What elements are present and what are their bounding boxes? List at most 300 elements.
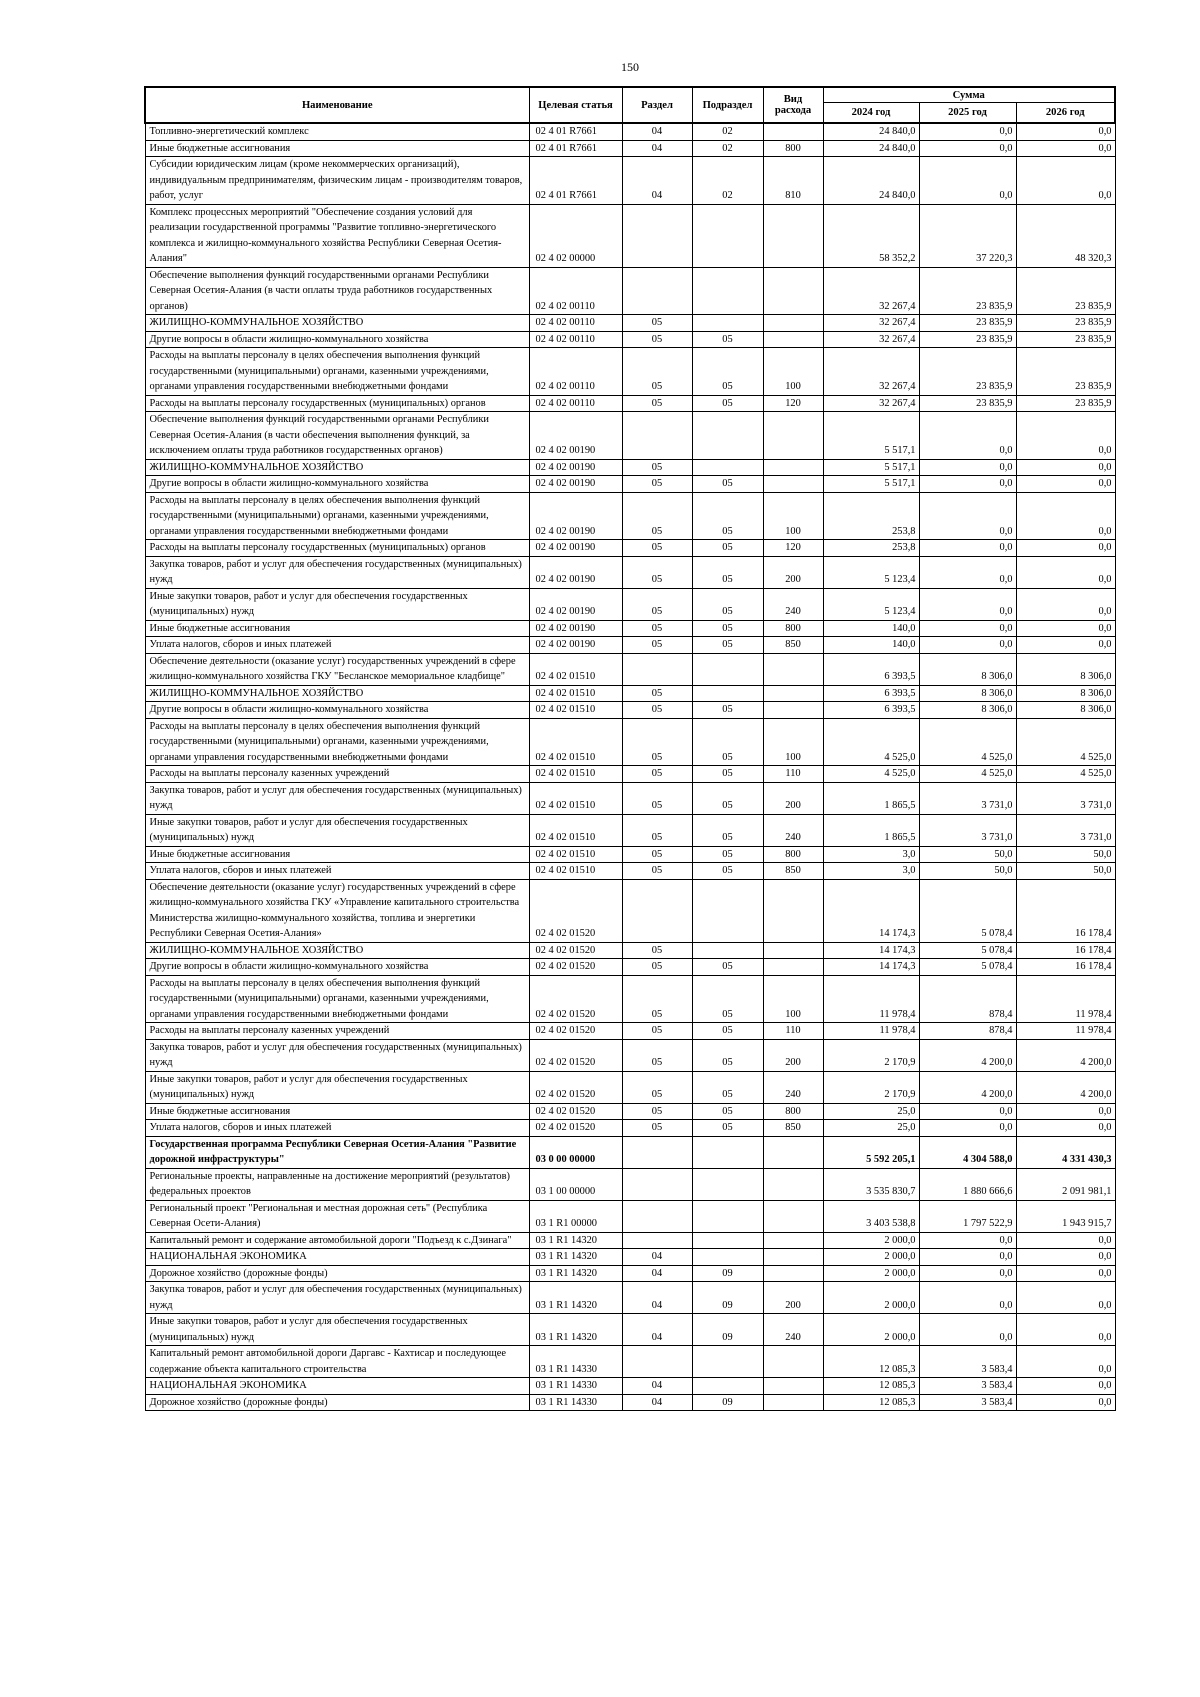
table-row (145, 348, 1115, 396)
row-amount-2024-cell: 24 840,0 (823, 140, 919, 157)
row-expense-type-cell: 800 (763, 620, 823, 637)
row-subsection-cell: 05 (692, 476, 763, 493)
table-row (145, 395, 1115, 412)
row-amount-2025-cell: 5 078,4 (919, 879, 1016, 942)
row-expense-type-cell (763, 685, 823, 702)
row-section-cell: 05 (622, 1071, 692, 1103)
row-section-cell: 05 (622, 959, 692, 976)
row-amount-2024-cell: 3 403 538,8 (823, 1200, 919, 1232)
table-row (145, 1282, 1115, 1314)
row-amount-2026-cell: 23 835,9 (1016, 395, 1115, 412)
row-amount-2024-cell: 6 393,5 (823, 702, 919, 719)
row-subsection-cell: 02 (692, 157, 763, 205)
row-expense-type-cell: 800 (763, 846, 823, 863)
row-expense-type-cell (763, 1394, 823, 1411)
row-amount-2025-cell: 0,0 (919, 492, 1016, 540)
row-amount-2024-cell: 6 393,5 (823, 653, 919, 685)
row-name-cell: Иные закупки товаров, работ и услуг для обеспечения государственных (муниципальных) нужд (145, 1071, 529, 1103)
row-subsection-cell: 05 (692, 959, 763, 976)
row-section-cell: 04 (622, 1282, 692, 1314)
row-target-cell: 02 4 02 01520 (529, 879, 622, 942)
row-target-cell: 03 1 00 00000 (529, 1168, 622, 1200)
row-amount-2026-cell: 0,0 (1016, 1120, 1115, 1137)
row-name-cell: Расходы на выплаты персоналу в целях обеспечения выполнения функций государственными (муниципальными) органами, казенными учреждениями, органами управления государственными внебюджетными фондами (145, 718, 529, 766)
row-section-cell: 05 (622, 315, 692, 332)
row-subsection-cell: 05 (692, 492, 763, 540)
row-section-cell: 05 (622, 863, 692, 880)
row-subsection-cell: 05 (692, 1023, 763, 1040)
row-subsection-cell: 09 (692, 1282, 763, 1314)
row-target-cell: 02 4 02 01510 (529, 718, 622, 766)
table-row (145, 1249, 1115, 1266)
row-section-cell: 04 (622, 1394, 692, 1411)
header-year-2026: 2026 год (1016, 103, 1115, 124)
row-amount-2024-cell: 32 267,4 (823, 267, 919, 315)
row-section-cell: 05 (622, 1103, 692, 1120)
row-expense-type-cell (763, 267, 823, 315)
row-subsection-cell: 05 (692, 1120, 763, 1137)
table-row (145, 1378, 1115, 1395)
row-subsection-cell (692, 879, 763, 942)
row-target-cell: 02 4 02 00110 (529, 331, 622, 348)
row-subsection-cell: 05 (692, 348, 763, 396)
row-expense-type-cell (763, 476, 823, 493)
row-section-cell: 04 (622, 140, 692, 157)
row-name-cell: Закупка товаров, работ и услуг для обеспечения государственных (муниципальных) нужд (145, 1282, 529, 1314)
table-row (145, 942, 1115, 959)
row-amount-2025-cell: 23 835,9 (919, 348, 1016, 396)
row-section-cell (622, 204, 692, 267)
row-name-cell: Иные бюджетные ассигнования (145, 140, 529, 157)
table-row (145, 814, 1115, 846)
row-target-cell: 02 4 02 01510 (529, 685, 622, 702)
row-name-cell: Закупка товаров, работ и услуг для обеспечения государственных (муниципальных) нужд (145, 782, 529, 814)
table-row (145, 1232, 1115, 1249)
row-amount-2026-cell: 0,0 (1016, 1394, 1115, 1411)
row-name-cell: Региональный проект "Региональная и местная дорожная сеть" (Республика Северная Осети-Алания) (145, 1200, 529, 1232)
row-name-cell: Расходы на выплаты персоналу в целях обеспечения выполнения функций государственными (муниципальными) органами, казенными учреждениями, органами управления государственными внебюджетными фондами (145, 975, 529, 1023)
row-target-cell: 03 1 R1 14330 (529, 1346, 622, 1378)
row-amount-2026-cell: 0,0 (1016, 1249, 1115, 1266)
table-row (145, 459, 1115, 476)
row-name-cell: Расходы на выплаты персоналу казенных учреждений (145, 766, 529, 783)
row-amount-2026-cell: 50,0 (1016, 846, 1115, 863)
row-name-cell: Закупка товаров, работ и услуг для обеспечения государственных (муниципальных) нужд (145, 556, 529, 588)
row-subsection-cell (692, 1378, 763, 1395)
row-amount-2025-cell: 0,0 (919, 1249, 1016, 1266)
table-row (145, 1103, 1115, 1120)
row-target-cell: 02 4 02 00190 (529, 412, 622, 460)
row-name-cell: Субсидии юридическим лицам (кроме некоммерческих организаций), индивидуальным предпринимателям, физическим лицам - производителям товаров, работ, услуг (145, 157, 529, 205)
row-name-cell: Иные бюджетные ассигнования (145, 1103, 529, 1120)
row-name-cell: ЖИЛИЩНО-КОММУНАЛЬНОЕ ХОЗЯЙСТВО (145, 315, 529, 332)
row-amount-2025-cell: 1 880 666,6 (919, 1168, 1016, 1200)
header-section: Раздел (622, 87, 692, 123)
row-expense-type-cell (763, 412, 823, 460)
row-amount-2025-cell: 0,0 (919, 1282, 1016, 1314)
table-row (145, 492, 1115, 540)
row-target-cell: 03 1 R1 14320 (529, 1314, 622, 1346)
row-amount-2024-cell: 25,0 (823, 1120, 919, 1137)
row-expense-type-cell: 110 (763, 766, 823, 783)
row-expense-type-cell: 240 (763, 1314, 823, 1346)
row-amount-2024-cell: 2 000,0 (823, 1314, 919, 1346)
row-name-cell: Государственная программа Республики Северная Осетия-Алания "Развитие дорожной инфраструктуры" (145, 1136, 529, 1168)
header-sum: Сумма (823, 87, 1115, 103)
table-row (145, 863, 1115, 880)
row-target-cell: 02 4 02 01510 (529, 766, 622, 783)
row-target-cell: 02 4 02 01520 (529, 1023, 622, 1040)
row-subsection-cell: 05 (692, 718, 763, 766)
row-subsection-cell: 05 (692, 331, 763, 348)
row-expense-type-cell (763, 123, 823, 140)
row-amount-2024-cell: 253,8 (823, 540, 919, 557)
row-section-cell: 04 (622, 1378, 692, 1395)
row-subsection-cell: 09 (692, 1314, 763, 1346)
table-row (145, 879, 1115, 942)
row-expense-type-cell: 240 (763, 588, 823, 620)
row-amount-2024-cell: 32 267,4 (823, 395, 919, 412)
row-section-cell: 04 (622, 1314, 692, 1346)
row-amount-2024-cell: 12 085,3 (823, 1394, 919, 1411)
row-target-cell: 02 4 02 01520 (529, 1120, 622, 1137)
row-amount-2025-cell: 5 078,4 (919, 942, 1016, 959)
row-expense-type-cell: 850 (763, 1120, 823, 1137)
row-subsection-cell: 02 (692, 140, 763, 157)
row-amount-2025-cell: 8 306,0 (919, 685, 1016, 702)
row-expense-type-cell (763, 959, 823, 976)
table-row (145, 331, 1115, 348)
row-target-cell: 02 4 02 01510 (529, 702, 622, 719)
row-amount-2026-cell: 0,0 (1016, 459, 1115, 476)
table-row (145, 412, 1115, 460)
row-section-cell: 04 (622, 123, 692, 140)
row-amount-2024-cell: 5 123,4 (823, 588, 919, 620)
row-name-cell: ЖИЛИЩНО-КОММУНАЛЬНОЕ ХОЗЯЙСТВО (145, 942, 529, 959)
row-subsection-cell (692, 459, 763, 476)
row-target-cell: 02 4 02 00190 (529, 540, 622, 557)
row-subsection-cell (692, 204, 763, 267)
row-target-cell: 02 4 02 00190 (529, 476, 622, 493)
row-target-cell: 02 4 02 00190 (529, 492, 622, 540)
row-amount-2025-cell: 50,0 (919, 846, 1016, 863)
row-target-cell: 02 4 02 00000 (529, 204, 622, 267)
table-row (145, 140, 1115, 157)
row-target-cell: 02 4 01 R7661 (529, 140, 622, 157)
row-amount-2026-cell: 11 978,4 (1016, 975, 1115, 1023)
row-amount-2024-cell: 3,0 (823, 846, 919, 863)
row-name-cell: Расходы на выплаты персоналу государственных (муниципальных) органов (145, 540, 529, 557)
row-amount-2026-cell: 0,0 (1016, 1265, 1115, 1282)
header-year-2024: 2024 год (823, 103, 919, 124)
row-name-cell: Расходы на выплаты персоналу в целях обеспечения выполнения функций государственными (муниципальными) органами, казенными учреждениями, органами управления государственными внебюджетными фондами (145, 492, 529, 540)
row-amount-2026-cell: 16 178,4 (1016, 942, 1115, 959)
row-section-cell (622, 879, 692, 942)
row-amount-2026-cell: 23 835,9 (1016, 348, 1115, 396)
row-section-cell: 05 (622, 782, 692, 814)
row-amount-2024-cell: 1 865,5 (823, 814, 919, 846)
row-amount-2025-cell: 23 835,9 (919, 331, 1016, 348)
table-row (145, 1200, 1115, 1232)
row-amount-2024-cell: 140,0 (823, 637, 919, 654)
page-number: 150 (621, 60, 639, 74)
row-amount-2024-cell: 3 535 830,7 (823, 1168, 919, 1200)
row-target-cell: 02 4 02 00190 (529, 588, 622, 620)
row-expense-type-cell: 200 (763, 1282, 823, 1314)
row-target-cell: 02 4 02 01520 (529, 1039, 622, 1071)
row-expense-type-cell (763, 1200, 823, 1232)
table-row (145, 1314, 1115, 1346)
row-section-cell: 05 (622, 975, 692, 1023)
row-target-cell: 03 1 R1 14320 (529, 1249, 622, 1266)
row-amount-2024-cell: 24 840,0 (823, 157, 919, 205)
row-amount-2024-cell: 24 840,0 (823, 123, 919, 140)
row-name-cell: Обеспечение выполнения функций государственными органами Республики Северная Осетия-Алания (в части оплаты труда работников государственных органов) (145, 267, 529, 315)
row-amount-2025-cell: 0,0 (919, 556, 1016, 588)
row-expense-type-cell: 100 (763, 718, 823, 766)
row-amount-2024-cell: 5 517,1 (823, 412, 919, 460)
row-expense-type-cell (763, 942, 823, 959)
row-amount-2026-cell: 0,0 (1016, 412, 1115, 460)
row-amount-2025-cell: 0,0 (919, 459, 1016, 476)
row-subsection-cell: 05 (692, 846, 763, 863)
row-amount-2025-cell: 5 078,4 (919, 959, 1016, 976)
row-amount-2026-cell: 0,0 (1016, 588, 1115, 620)
row-target-cell: 02 4 02 01520 (529, 1103, 622, 1120)
row-subsection-cell: 05 (692, 395, 763, 412)
row-amount-2024-cell: 140,0 (823, 620, 919, 637)
row-amount-2024-cell: 58 352,2 (823, 204, 919, 267)
row-amount-2026-cell: 50,0 (1016, 863, 1115, 880)
table-row (145, 685, 1115, 702)
row-section-cell: 04 (622, 157, 692, 205)
row-name-cell: Расходы на выплаты персоналу государственных (муниципальных) органов (145, 395, 529, 412)
row-amount-2025-cell: 3 583,4 (919, 1346, 1016, 1378)
row-subsection-cell: 09 (692, 1394, 763, 1411)
row-amount-2024-cell: 4 525,0 (823, 718, 919, 766)
row-target-cell: 02 4 02 00110 (529, 348, 622, 396)
table-row (145, 540, 1115, 557)
row-section-cell: 05 (622, 942, 692, 959)
row-amount-2026-cell: 0,0 (1016, 123, 1115, 140)
row-section-cell: 05 (622, 702, 692, 719)
row-expense-type-cell (763, 204, 823, 267)
row-subsection-cell: 05 (692, 782, 763, 814)
row-name-cell: Другие вопросы в области жилищно-коммунального хозяйства (145, 702, 529, 719)
row-name-cell: Иные закупки товаров, работ и услуг для обеспечения государственных (муниципальных) нужд (145, 1314, 529, 1346)
row-amount-2026-cell: 23 835,9 (1016, 331, 1115, 348)
row-section-cell: 05 (622, 685, 692, 702)
row-amount-2025-cell: 0,0 (919, 588, 1016, 620)
row-expense-type-cell (763, 1265, 823, 1282)
row-target-cell: 02 4 02 01520 (529, 1071, 622, 1103)
row-amount-2026-cell: 0,0 (1016, 556, 1115, 588)
row-target-cell: 02 4 02 01510 (529, 814, 622, 846)
row-amount-2025-cell: 4 200,0 (919, 1071, 1016, 1103)
row-name-cell: ЖИЛИЩНО-КОММУНАЛЬНОЕ ХОЗЯЙСТВО (145, 459, 529, 476)
row-amount-2025-cell: 0,0 (919, 620, 1016, 637)
row-name-cell: Иные закупки товаров, работ и услуг для обеспечения государственных (муниципальных) нужд (145, 588, 529, 620)
row-amount-2025-cell: 0,0 (919, 1103, 1016, 1120)
row-amount-2024-cell: 5 517,1 (823, 459, 919, 476)
row-expense-type-cell: 810 (763, 157, 823, 205)
row-amount-2026-cell: 0,0 (1016, 1103, 1115, 1120)
row-section-cell: 05 (622, 476, 692, 493)
row-name-cell: Обеспечение деятельности (оказание услуг) государственных учреждений в сфере жилищно-коммунального хозяйства ГКУ «Управление капитального строительства Министерства жилищно-коммунального хозяйства, топлива и энергетики Республики Северная Осетия-Алания» (145, 879, 529, 942)
row-amount-2026-cell: 3 731,0 (1016, 814, 1115, 846)
row-expense-type-cell: 200 (763, 782, 823, 814)
row-subsection-cell: 05 (692, 814, 763, 846)
row-amount-2024-cell: 6 393,5 (823, 685, 919, 702)
row-expense-type-cell: 850 (763, 637, 823, 654)
row-amount-2024-cell: 2 000,0 (823, 1249, 919, 1266)
row-amount-2025-cell: 1 797 522,9 (919, 1200, 1016, 1232)
row-section-cell: 04 (622, 1265, 692, 1282)
row-amount-2026-cell: 0,0 (1016, 637, 1115, 654)
row-expense-type-cell: 110 (763, 1023, 823, 1040)
row-subsection-cell (692, 1200, 763, 1232)
row-amount-2024-cell: 1 865,5 (823, 782, 919, 814)
row-amount-2026-cell: 4 525,0 (1016, 766, 1115, 783)
row-subsection-cell: 05 (692, 975, 763, 1023)
row-expense-type-cell: 100 (763, 975, 823, 1023)
row-target-cell: 03 1 R1 00000 (529, 1200, 622, 1232)
row-subsection-cell: 02 (692, 123, 763, 140)
row-name-cell: Обеспечение деятельности (оказание услуг) государственных учреждений в сфере жилищно-коммунального хозяйства ГКУ "Бесланское мемориальное кладбище" (145, 653, 529, 685)
row-target-cell: 03 1 R1 14320 (529, 1232, 622, 1249)
row-expense-type-cell (763, 653, 823, 685)
row-section-cell: 05 (622, 588, 692, 620)
row-section-cell: 05 (622, 1023, 692, 1040)
header-year-2025: 2025 год (919, 103, 1016, 124)
row-amount-2026-cell: 0,0 (1016, 476, 1115, 493)
table-row (145, 718, 1115, 766)
row-subsection-cell: 09 (692, 1265, 763, 1282)
row-amount-2025-cell: 23 835,9 (919, 395, 1016, 412)
row-amount-2025-cell: 0,0 (919, 476, 1016, 493)
row-amount-2025-cell: 3 583,4 (919, 1394, 1016, 1411)
row-name-cell: Комплекс процессных мероприятий "Обеспечение создания условий для реализации государственной программы "Развитие топливно-энергетического комплекса и жилищно-коммунального хозяйства Республики Северная Осетия-Алания" (145, 204, 529, 267)
row-subsection-cell (692, 1168, 763, 1200)
row-target-cell: 02 4 02 00190 (529, 556, 622, 588)
table-row (145, 1346, 1115, 1378)
row-amount-2025-cell: 3 583,4 (919, 1378, 1016, 1395)
row-amount-2025-cell: 4 304 588,0 (919, 1136, 1016, 1168)
row-amount-2024-cell: 25,0 (823, 1103, 919, 1120)
row-name-cell: Иные бюджетные ассигнования (145, 620, 529, 637)
table-row (145, 766, 1115, 783)
row-expense-type-cell (763, 1136, 823, 1168)
row-section-cell (622, 1200, 692, 1232)
row-subsection-cell (692, 1232, 763, 1249)
row-section-cell: 05 (622, 1039, 692, 1071)
row-amount-2026-cell: 8 306,0 (1016, 702, 1115, 719)
row-section-cell: 05 (622, 459, 692, 476)
row-amount-2025-cell: 23 835,9 (919, 315, 1016, 332)
row-section-cell: 05 (622, 846, 692, 863)
table-row (145, 959, 1115, 976)
row-expense-type-cell (763, 702, 823, 719)
table-row (145, 653, 1115, 685)
row-section-cell (622, 267, 692, 315)
row-amount-2025-cell: 8 306,0 (919, 702, 1016, 719)
row-amount-2025-cell: 878,4 (919, 975, 1016, 1023)
row-amount-2025-cell: 878,4 (919, 1023, 1016, 1040)
row-subsection-cell: 05 (692, 1039, 763, 1071)
row-expense-type-cell (763, 1378, 823, 1395)
row-target-cell: 02 4 02 01510 (529, 846, 622, 863)
row-amount-2024-cell: 12 085,3 (823, 1346, 919, 1378)
row-amount-2025-cell: 0,0 (919, 412, 1016, 460)
table-row (145, 588, 1115, 620)
row-subsection-cell (692, 1136, 763, 1168)
table-row (145, 782, 1115, 814)
table-row (145, 1168, 1115, 1200)
row-amount-2025-cell: 23 835,9 (919, 267, 1016, 315)
row-target-cell: 03 1 R1 14320 (529, 1282, 622, 1314)
row-amount-2026-cell: 23 835,9 (1016, 267, 1115, 315)
table-row (145, 157, 1115, 205)
row-amount-2025-cell: 37 220,3 (919, 204, 1016, 267)
row-name-cell: Дорожное хозяйство (дорожные фонды) (145, 1265, 529, 1282)
row-amount-2024-cell: 2 000,0 (823, 1282, 919, 1314)
row-name-cell: Топливно-энергетический комплекс (145, 123, 529, 140)
row-name-cell: НАЦИОНАЛЬНАЯ ЭКОНОМИКА (145, 1249, 529, 1266)
row-amount-2025-cell: 0,0 (919, 1314, 1016, 1346)
table-row (145, 620, 1115, 637)
row-target-cell: 02 4 02 01520 (529, 942, 622, 959)
row-name-cell: Другие вопросы в области жилищно-коммунального хозяйства (145, 959, 529, 976)
row-target-cell: 02 4 02 00190 (529, 637, 622, 654)
table-row (145, 267, 1115, 315)
row-amount-2026-cell: 0,0 (1016, 1314, 1115, 1346)
table-row (145, 1136, 1115, 1168)
row-expense-type-cell: 100 (763, 492, 823, 540)
table-row (145, 1394, 1115, 1411)
row-name-cell: Другие вопросы в области жилищно-коммунального хозяйства (145, 476, 529, 493)
row-section-cell: 05 (622, 718, 692, 766)
row-section-cell (622, 1346, 692, 1378)
row-amount-2026-cell: 16 178,4 (1016, 959, 1115, 976)
row-name-cell: Расходы на выплаты персоналу казенных учреждений (145, 1023, 529, 1040)
row-target-cell: 02 4 02 01510 (529, 863, 622, 880)
row-section-cell: 05 (622, 1120, 692, 1137)
row-expense-type-cell: 200 (763, 556, 823, 588)
header-name: Наименование (145, 87, 529, 123)
row-amount-2025-cell: 0,0 (919, 123, 1016, 140)
row-subsection-cell (692, 412, 763, 460)
row-amount-2026-cell: 0,0 (1016, 540, 1115, 557)
table-row (145, 123, 1115, 140)
row-amount-2026-cell: 0,0 (1016, 140, 1115, 157)
row-amount-2026-cell: 0,0 (1016, 1282, 1115, 1314)
table-row (145, 637, 1115, 654)
row-name-cell: Капитальный ремонт и содержание автомобильной дороги "Подъезд к с.Дзинага" (145, 1232, 529, 1249)
row-amount-2026-cell: 11 978,4 (1016, 1023, 1115, 1040)
row-amount-2025-cell: 50,0 (919, 863, 1016, 880)
row-expense-type-cell (763, 1232, 823, 1249)
row-target-cell: 02 4 02 01510 (529, 782, 622, 814)
budget-table (144, 86, 1116, 1411)
row-amount-2026-cell: 4 200,0 (1016, 1071, 1115, 1103)
row-amount-2026-cell: 48 320,3 (1016, 204, 1115, 267)
row-amount-2025-cell: 4 200,0 (919, 1039, 1016, 1071)
row-amount-2024-cell: 253,8 (823, 492, 919, 540)
row-expense-type-cell: 120 (763, 540, 823, 557)
table-row (145, 1039, 1115, 1071)
row-name-cell: Уплата налогов, сборов и иных платежей (145, 863, 529, 880)
row-amount-2025-cell: 0,0 (919, 157, 1016, 205)
